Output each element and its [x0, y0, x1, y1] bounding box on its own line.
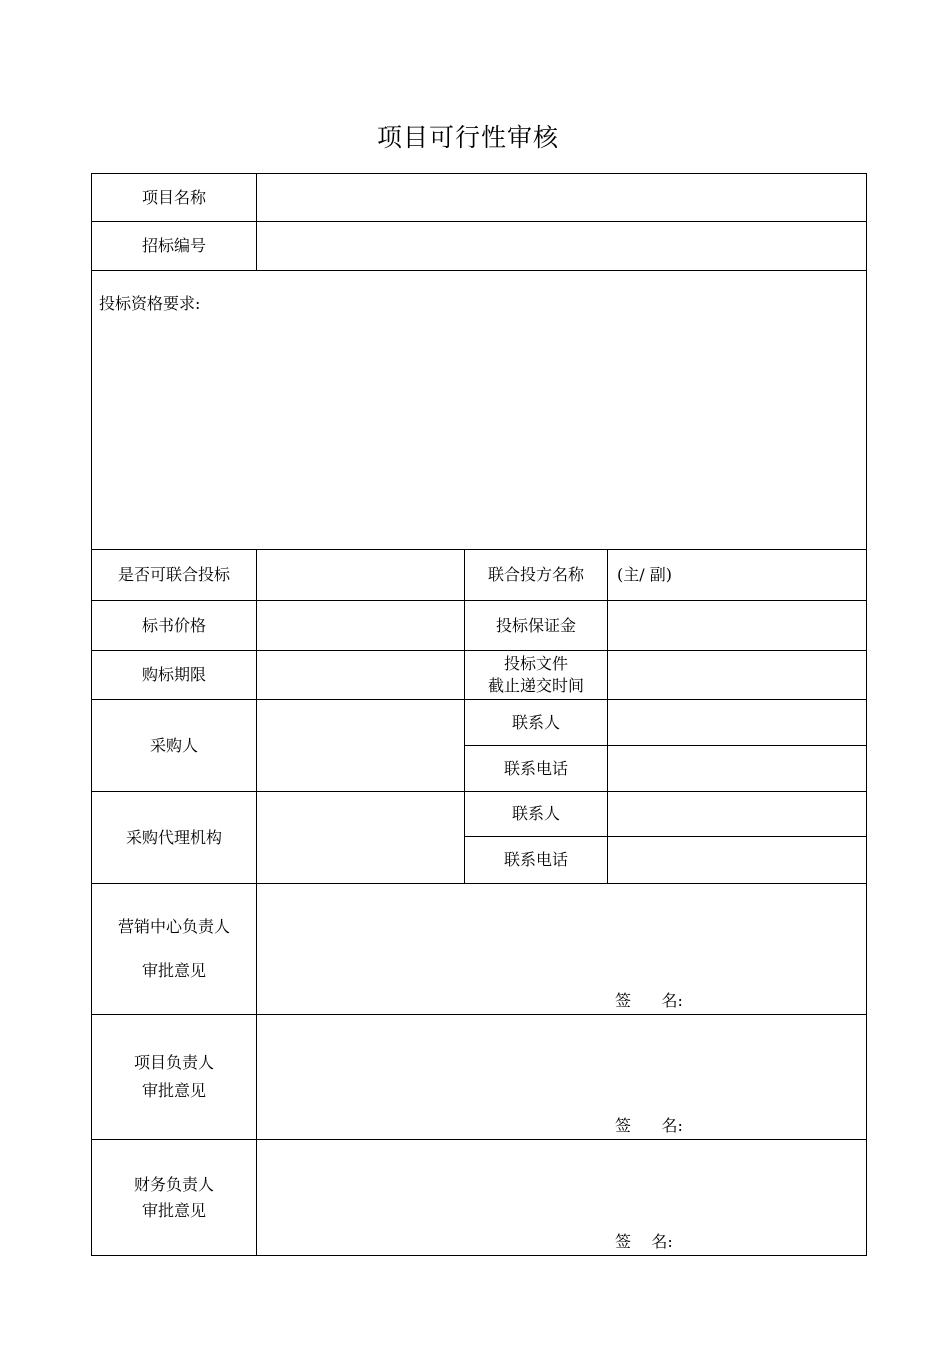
marketing-signature-label: 签 名: — [615, 991, 683, 1010]
deadline-label — [465, 651, 608, 700]
marketing-approval-line2: 审批意见 — [141, 961, 206, 980]
row-purchaser-contact — [92, 700, 867, 746]
row-qualification — [92, 271, 867, 550]
row-doc-price — [92, 601, 867, 651]
row-agency-contact — [92, 792, 867, 837]
row-tender-no — [92, 222, 867, 271]
bid-bond-field[interactable] — [608, 601, 867, 651]
tender-no-field[interactable] — [257, 222, 867, 271]
project-name-field[interactable] — [257, 174, 867, 222]
purchaser-field[interactable] — [257, 700, 465, 792]
purchaser-contact-field[interactable] — [608, 700, 867, 746]
bid-bond-label: 投标保证金 — [465, 601, 608, 651]
feasibility-form-table — [91, 173, 867, 1256]
qualification-field[interactable] — [92, 271, 867, 550]
agency-phone-label: 联系电话 — [465, 837, 608, 884]
row-joint-bid — [92, 550, 867, 601]
finance-approval-label — [92, 1140, 257, 1256]
finance-approval-field[interactable] — [257, 1140, 867, 1256]
joint-bid-label: 是否可联合投标 — [92, 550, 257, 601]
project-signature-label: 签 名: — [615, 1116, 683, 1135]
deadline-field[interactable] — [608, 651, 867, 700]
joint-party-name-label: 联合投方名称 — [465, 550, 608, 601]
joint-bid-field[interactable] — [257, 550, 465, 601]
purchaser-label: 采购人 — [92, 700, 257, 792]
purchase-period-label: 购标期限 — [92, 651, 257, 700]
agency-phone-field[interactable] — [608, 837, 867, 884]
project-approval-line2: 审批意见 — [141, 1081, 206, 1100]
finance-approval-line2: 审批意见 — [141, 1200, 206, 1220]
row-marketing-approval — [92, 884, 867, 1015]
project-approval-field[interactable] — [257, 1015, 867, 1140]
purchaser-phone-field[interactable] — [608, 746, 867, 792]
purchaser-phone-label: 联系电话 — [465, 746, 608, 792]
joint-party-name-field[interactable]: (主/ 副) — [608, 550, 867, 601]
agency-field[interactable] — [257, 792, 465, 884]
marketing-approval-label — [92, 884, 257, 1015]
row-purchase-period — [92, 651, 867, 700]
agency-contact-label: 联系人 — [465, 792, 608, 837]
row-project-name — [92, 174, 867, 222]
project-approval-label — [92, 1015, 257, 1140]
finance-approval-line1: 财务负责人 — [133, 1174, 214, 1194]
deadline-label-line2: 截止递交时间 — [487, 676, 584, 695]
doc-price-field[interactable] — [257, 601, 465, 651]
project-approval-line1: 项目负责人 — [133, 1053, 214, 1072]
qualification-label: 投标资格要求: — [99, 294, 201, 313]
purchase-period-field[interactable] — [257, 651, 465, 700]
row-project-approval — [92, 1015, 867, 1140]
deadline-label-line1: 投标文件 — [503, 654, 568, 673]
marketing-approval-line1: 营销中心负责人 — [117, 917, 230, 936]
page-title: 项目可行性审核 — [376, 123, 559, 152]
doc-price-label: 标书价格 — [92, 601, 257, 651]
agency-label: 采购代理机构 — [92, 792, 257, 884]
agency-contact-field[interactable] — [608, 792, 867, 837]
purchaser-contact-label: 联系人 — [465, 700, 608, 746]
tender-no-label: 招标编号 — [92, 222, 257, 271]
row-finance-approval — [92, 1140, 867, 1256]
project-name-label: 项目名称 — [92, 174, 257, 222]
marketing-approval-field[interactable] — [257, 884, 867, 1015]
finance-signature-label: 签 名: — [615, 1232, 673, 1251]
